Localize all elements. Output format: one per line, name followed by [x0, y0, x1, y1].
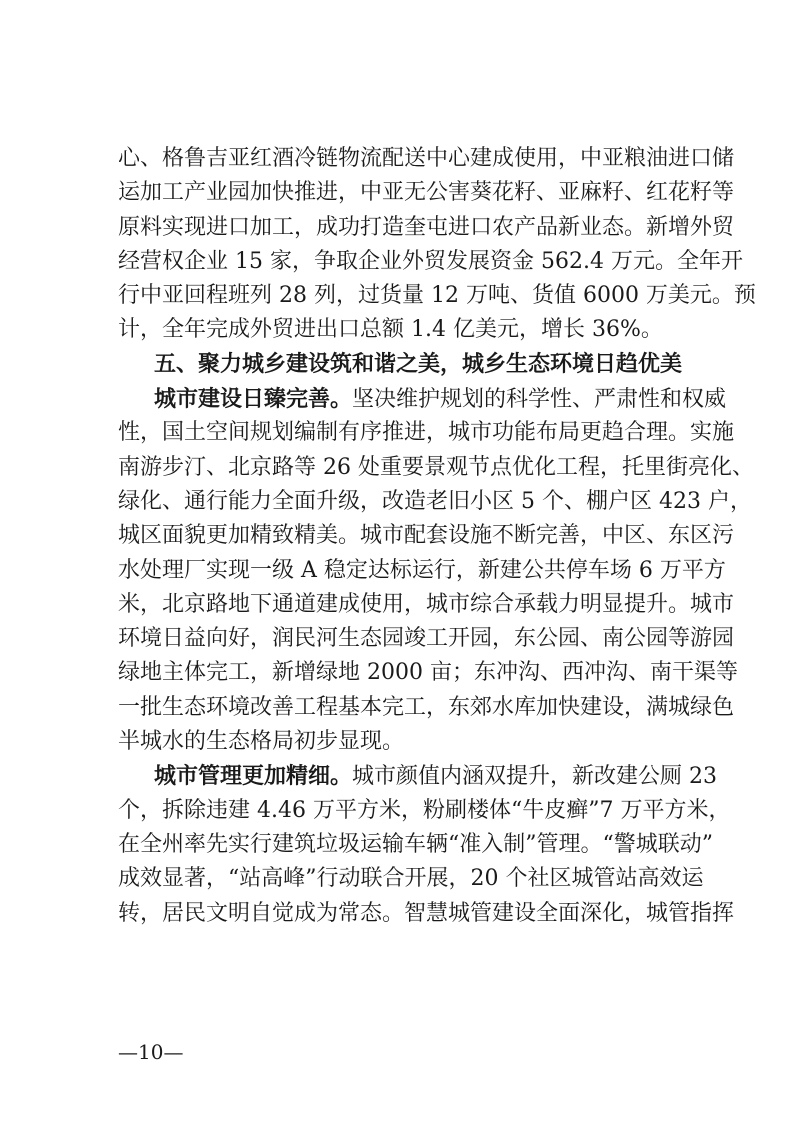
text-line: 一批生态环境改善工程基本完工，东郊水库加快建设，满城绿色 — [118, 694, 735, 720]
text-line: 水处理厂实现一级 A 稳定达标运行，新建公共停车场 6 万平方 — [118, 557, 726, 583]
text-line — [118, 382, 727, 416]
text-line: 米，北京路地下通道建成使用，城市综合承载力明显提升。城市 — [118, 591, 735, 617]
text-line: 南游步汀、北京路等 26 处重要景观节点优化工程，托里街亮化、 — [118, 454, 754, 480]
paragraph-lead: 城市管理更加精细。 — [154, 763, 353, 790]
text-line: 半城水的生态格局初步显现。 — [118, 729, 405, 755]
text-line — [118, 759, 718, 793]
paragraph-text: 城市颜值内涵双提升，新改建公厕 23 — [352, 764, 718, 790]
text-line: 绿化、通行能力全面升级，改造老旧小区 5 个、棚户区 423 户， — [118, 488, 752, 514]
text-line: 运加工产业园加快推进，中亚无公害葵花籽、亚麻籽、红花籽等 — [118, 180, 735, 206]
text-line: 行中亚回程班列 28 列，过货量 12 万吨、货值 6000 万美元。预 — [118, 283, 756, 309]
paragraph-text: 坚决维护规划的科学性、严肃性和权威 — [352, 387, 727, 413]
page-number: —10— — [118, 1040, 184, 1064]
paragraph-urban-management — [118, 759, 735, 930]
paragraph-lead: 城市建设日臻完善。 — [154, 386, 353, 413]
section-heading: 五、聚力城乡建设筑和谐之美，城乡生态环境日趋优美 — [154, 351, 683, 377]
text-line: 性，国土空间规划编制有序推进，城市功能布局更趋合理。实施 — [118, 420, 735, 446]
document-body — [118, 142, 756, 931]
text-line: 经营权企业 15 家，争取企业外贸发展资金 562.4 万元。全年开 — [118, 248, 743, 274]
text-line: 成效显著，“站高峰”行动联合开展，20 个社区城管站高效运 — [118, 866, 704, 892]
text-line: 城区面貌更加精致精美。城市配套设施不断完善，中区、东区污 — [118, 523, 735, 549]
text-line: 转，居民文明自觉成为常态。智慧城管建设全面深化，城管指挥 — [118, 900, 735, 926]
text-line: 原料实现进口加工，成功打造奎屯进口农产品新业态。新增外贸 — [118, 214, 735, 240]
text-line: 在全州率先实行建筑垃圾运输车辆“准入制”管理。“警城联动” — [118, 831, 713, 857]
text-line: 环境日益向好，润民河生态园竣工开园，东公园、南公园等游园 — [118, 626, 735, 652]
text-line: 绿地主体完工，新增绿地 2000 亩；东冲沟、西冲沟、南干渠等 — [118, 660, 738, 686]
paragraph-foreign-trade — [118, 142, 756, 348]
text-line: 个，拆除违建 4.46 万平方米，粉刷楼体“牛皮癣”7 万平方米， — [118, 797, 731, 823]
text-line: 计，全年完成外贸进出口总额 1.4 亿美元，增长 36%。 — [118, 317, 663, 343]
paragraph-urban-construction — [118, 382, 754, 759]
text-line: 心、格鲁吉亚红酒冷链物流配送中心建成使用，中亚粮油进口储 — [118, 146, 735, 171]
